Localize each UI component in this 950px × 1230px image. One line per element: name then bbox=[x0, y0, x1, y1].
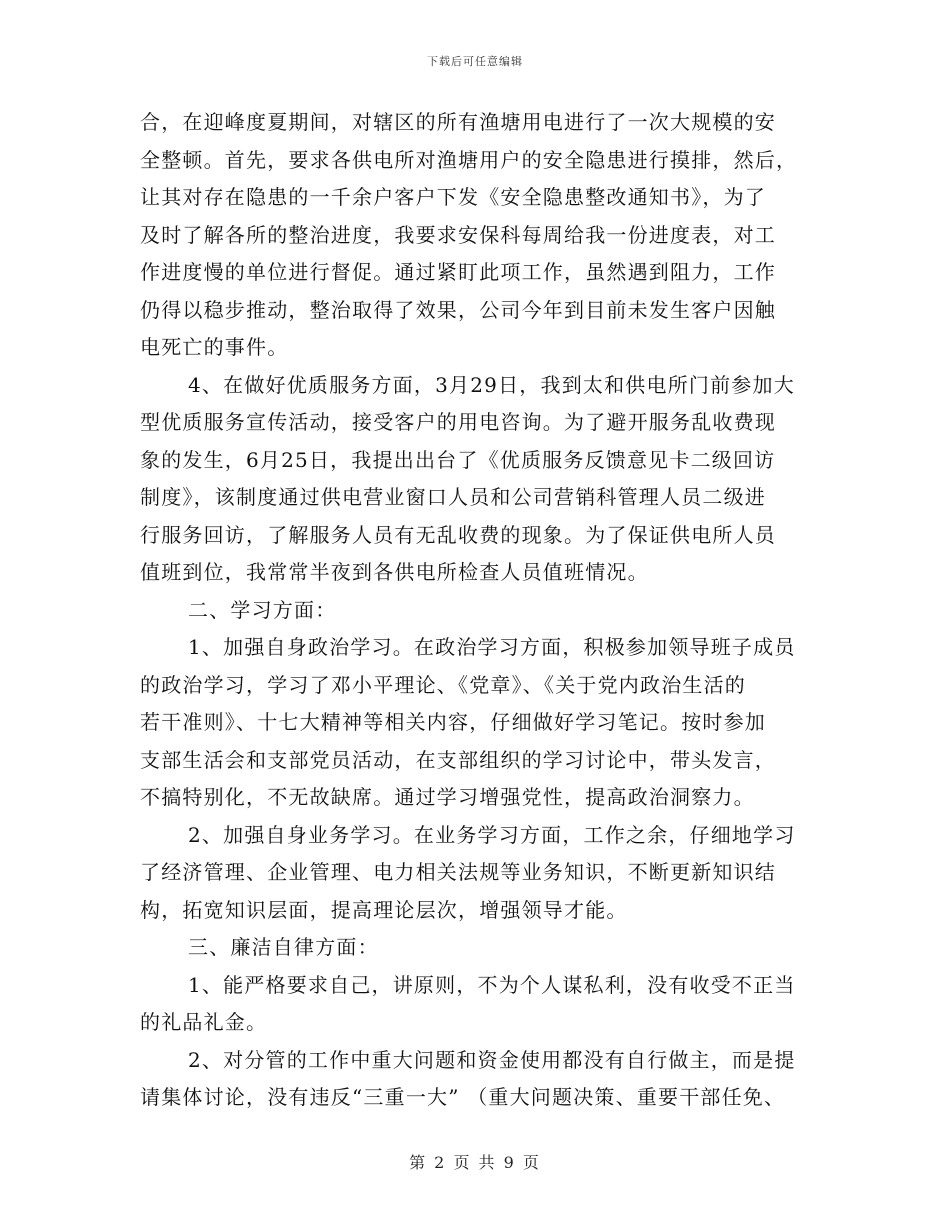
text-line: 三、廉洁自律方面： bbox=[188, 935, 379, 959]
text-line: 请集体讨论，没有违反“三重一大” （重大问题决策、重要干部任免、 bbox=[140, 1085, 786, 1109]
text-line: 了经济管理、企业管理、电力相关法规等业务知识，不断更新知识结 bbox=[140, 860, 776, 884]
text-line: 合，在迎峰度夏期间，对辖区的所有渔塘用电进行了一次大规模的安 bbox=[140, 110, 776, 134]
text-line: 的政治学习，学习了邓小平理论、《党章》、《关于党内政治生活的 bbox=[140, 672, 746, 697]
text-line: 若干准则》、十七大精神等相关内容，仔细做好学习笔记。按时参加 bbox=[140, 710, 766, 734]
text-line: 电死亡的事件。 bbox=[140, 335, 289, 359]
text-line: 1、加强自身政治学习。在政治学习方面，积极参加领导班子成员 bbox=[188, 635, 796, 659]
text-line: 制度》，该制度通过供电营业窗口人员和公司营销科管理人员二级进 bbox=[140, 485, 766, 509]
text-line: 全整顿。首先，要求各供电所对渔塘用户的安全隐患进行摸排，然后， bbox=[140, 147, 798, 172]
text-line: 象的发生，6月25日，我提出出台了《优质服务反馈意见卡二级回访 bbox=[140, 447, 776, 472]
header-note: 下载后可任意编辑 bbox=[427, 55, 523, 68]
text-line: 仍得以稳步推动，整治取得了效果，公司今年到目前未发生客户因触 bbox=[140, 297, 776, 322]
text-line: 1、能严格要求自己，讲原则，不为个人谋私利，没有收受不正当 bbox=[188, 972, 796, 997]
text-line: 二、学习方面： bbox=[188, 597, 337, 622]
text-line: 不搞特别化，不无故缺席。通过学习增强党性，提高政治洞察力。 bbox=[140, 785, 755, 809]
text-line: 行服务回访，了解服务人员有无乱收费的现象。为了保证供电所人员 bbox=[140, 522, 776, 547]
page-footer: 第 2 页 共 9 页 bbox=[409, 1153, 541, 1172]
text-line: 及时了解各所的整治进度，我要求安保科每周给我一份进度表，对工 bbox=[140, 222, 776, 247]
text-line: 值班到位，我常常半夜到各供电所检查人员值班情况。 bbox=[140, 560, 649, 584]
text-line: 型优质服务宣传活动，接受客户的用电咨询。为了避开服务乱收费现 bbox=[140, 410, 776, 434]
document-body bbox=[140, 104, 820, 1117]
text-line: 4、在做好优质服务方面，3月29日，我到太和供电所门前参加大 bbox=[188, 372, 795, 397]
text-line: 作进度慢的单位进行督促。通过紧盯此项工作，虽然遇到阻力，工作 bbox=[140, 260, 776, 284]
text-line: 2、加强自身业务学习。在业务学习方面，工作之余，仔细地学习 bbox=[188, 822, 796, 847]
text-line: 2、对分管的工作中重大问题和资金使用都没有自行做主，而是提 bbox=[188, 1047, 796, 1072]
text-line: 构，拓宽知识层面，提高理论层次，增强领导才能。 bbox=[140, 897, 628, 922]
text-line: 的礼品礼金。 bbox=[140, 1010, 268, 1034]
text-line: 让其对存在隐患的一千余户客户下发《安全隐患整改通知书》，为了 bbox=[140, 185, 766, 209]
text-line: 支部生活会和支部党员活动，在支部组织的学习讨论中，带头发言， bbox=[140, 747, 776, 772]
